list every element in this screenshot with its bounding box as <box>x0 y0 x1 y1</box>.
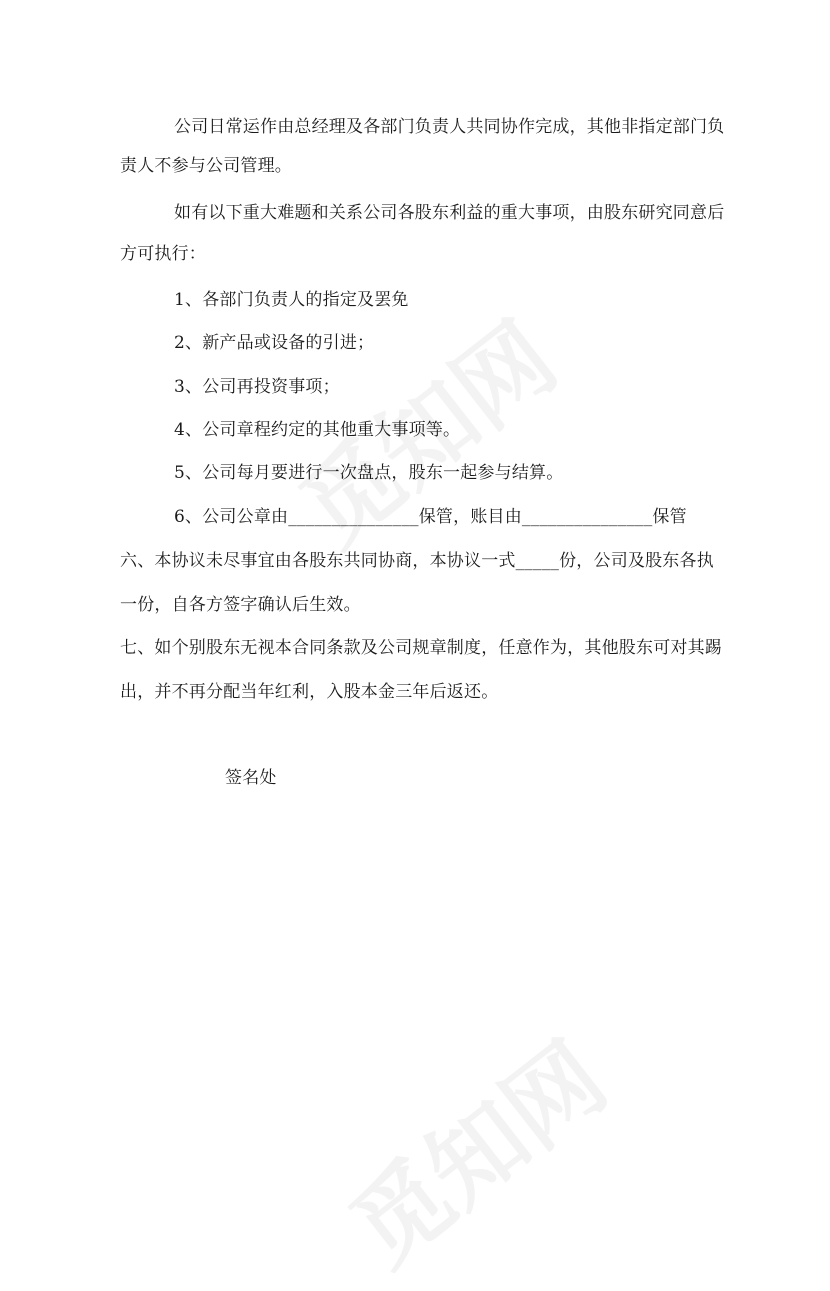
list-item: 5、公司每月要进行一次盘点，股东一起参与结算。 <box>174 463 564 483</box>
list-item: 6、公司公章由_______________保管，账目由_______________保管 <box>174 507 687 527</box>
clause-line: 出，并不再分配当年红利，入股本金三年后返还。 <box>120 682 499 702</box>
signature-label: 签名处 <box>225 768 277 788</box>
clause-line: 七、如个别股东无视本合同条款及公司规章制度，任意作为，其他股东可对其踢 <box>120 638 722 658</box>
paragraph-line: 公司日常运作由总经理及各部门负责人共同协作完成，其他非指定部门负 <box>174 117 725 137</box>
list-item: 2、新产品或设备的引进； <box>174 333 375 353</box>
paragraph-line: 如有以下重大难题和关系公司各股东利益的重大事项，由股东研究同意后 <box>174 203 725 223</box>
list-item: 1、各部门负责人的指定及罢免 <box>174 290 409 310</box>
paragraph-line: 方可执行： <box>120 244 206 264</box>
paragraph-line: 责人不参与公司管理。 <box>120 156 292 176</box>
list-item: 4、公司章程约定的其他重大事项等。 <box>174 420 461 440</box>
list-item: 3、公司再投资事项； <box>174 377 340 397</box>
clause-line: 六、本协议未尽事宜由各股东共同协商，本协议一式_____份，公司及股东各执 <box>120 551 714 571</box>
watermark <box>318 1006 629 1291</box>
clause-line: 一份，自各方签字确认后生效。 <box>120 595 361 615</box>
